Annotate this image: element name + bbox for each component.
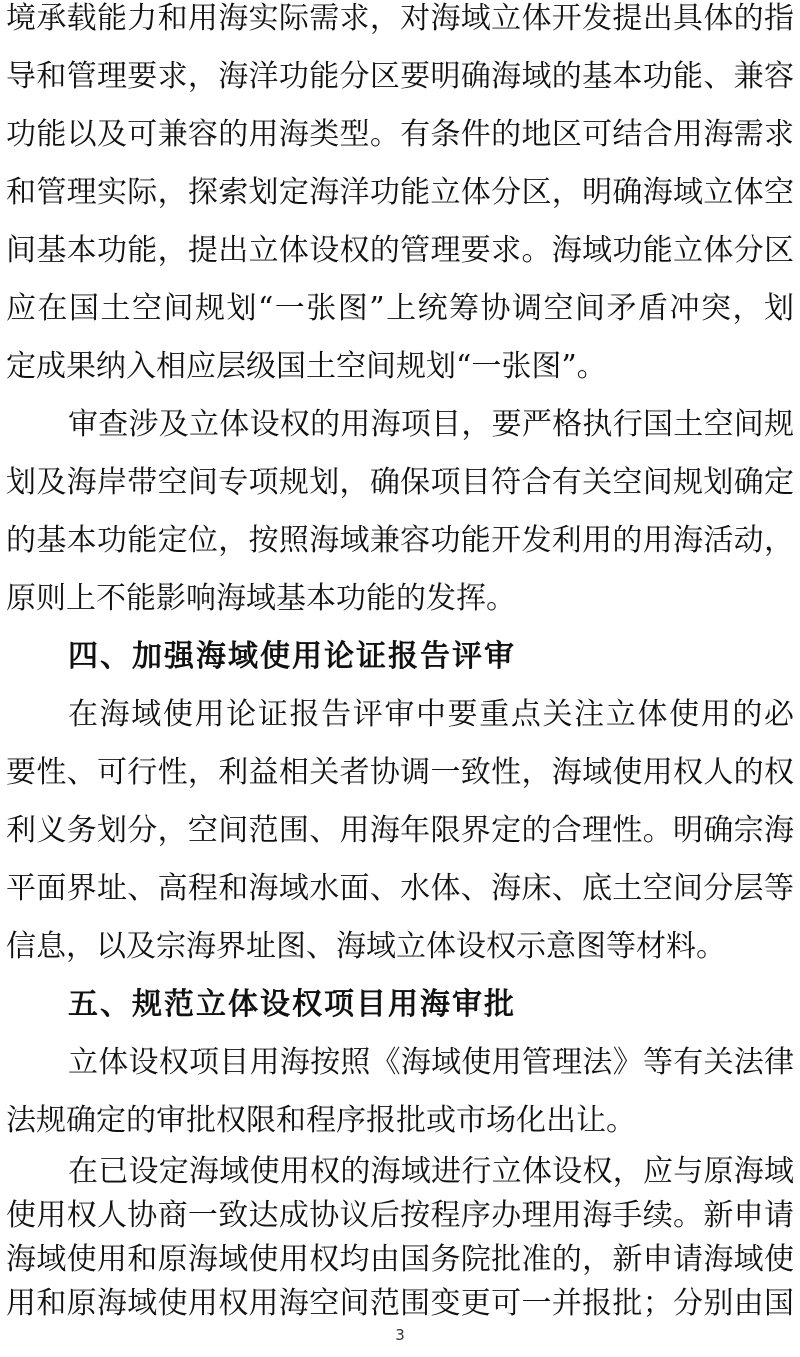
text-line: 立体设权项目用海按照《海域使用管理法》等有关法律 xyxy=(68,1045,794,1080)
text-line: 平面界址、高程和海域水面、水体、海床、底土空间分层等 xyxy=(6,871,794,906)
text-line: 境承载能力和用海实际需求，对海域立体开发提出具体的指 xyxy=(6,1,794,36)
text-line: 定成果纳入相应层级国土空间规划“一张图”。 xyxy=(6,349,607,384)
text-line: 利义务划分，空间范围、用海年限界定的合理性。明确宗海 xyxy=(6,813,794,848)
text-line: 审查涉及立体设权的用海项目，要严格执行国土空间规 xyxy=(68,407,794,442)
text-line: 在海域使用论证报告评审中要重点关注立体使用的必 xyxy=(68,697,794,732)
text-line: 划及海岸带空间专项规划，确保项目符合有关空间规划确定 xyxy=(6,465,794,500)
text-line: 导和管理要求，海洋功能分区要明确海域的基本功能、兼容 xyxy=(6,59,794,94)
text-line: 应在国土空间规划“一张图”上统筹协调空间矛盾冲突，划 xyxy=(6,291,794,326)
text-line: 在已设定海域使用权的海域进行立体设权，应与原海域 xyxy=(68,1154,794,1189)
page-number: 3 xyxy=(395,1326,405,1344)
text-line: 的基本功能定位，按照海域兼容功能开发利用的用海活动， xyxy=(6,523,794,558)
text-line: 海域使用和原海域使用权均由国务院批准的，新申请海域使 xyxy=(6,1242,794,1277)
text-line: 功能以及可兼容的用海类型。有条件的地区可结合用海需求 xyxy=(6,117,794,152)
text-line: 法规确定的审批权限和程序报批或市场化出让。 xyxy=(6,1103,636,1138)
text-line: 信息，以及宗海界址图、海域立体设权示意图等材料。 xyxy=(6,929,726,964)
text-line: 要性、可行性，利益相关者协调一致性，海域使用权人的权 xyxy=(6,755,794,790)
text-line: 使用权人协商一致达成协议后按程序办理用海手续。新申请 xyxy=(6,1198,794,1233)
section-heading: 五、规范立体设权项目用海审批 xyxy=(68,987,516,1022)
text-line: 间基本功能，提出立体设权的管理要求。海域功能立体分区 xyxy=(6,233,794,268)
text-line: 用和原海域使用权用海空间范围变更可一并报批；分别由国 xyxy=(6,1286,794,1321)
section-heading: 四、加强海域使用论证报告评审 xyxy=(68,639,516,674)
text-line: 原则上不能影响海域基本功能的发挥。 xyxy=(6,581,516,616)
text-line: 和管理实际，探索划定海洋功能立体分区，明确海域立体空 xyxy=(6,175,794,210)
